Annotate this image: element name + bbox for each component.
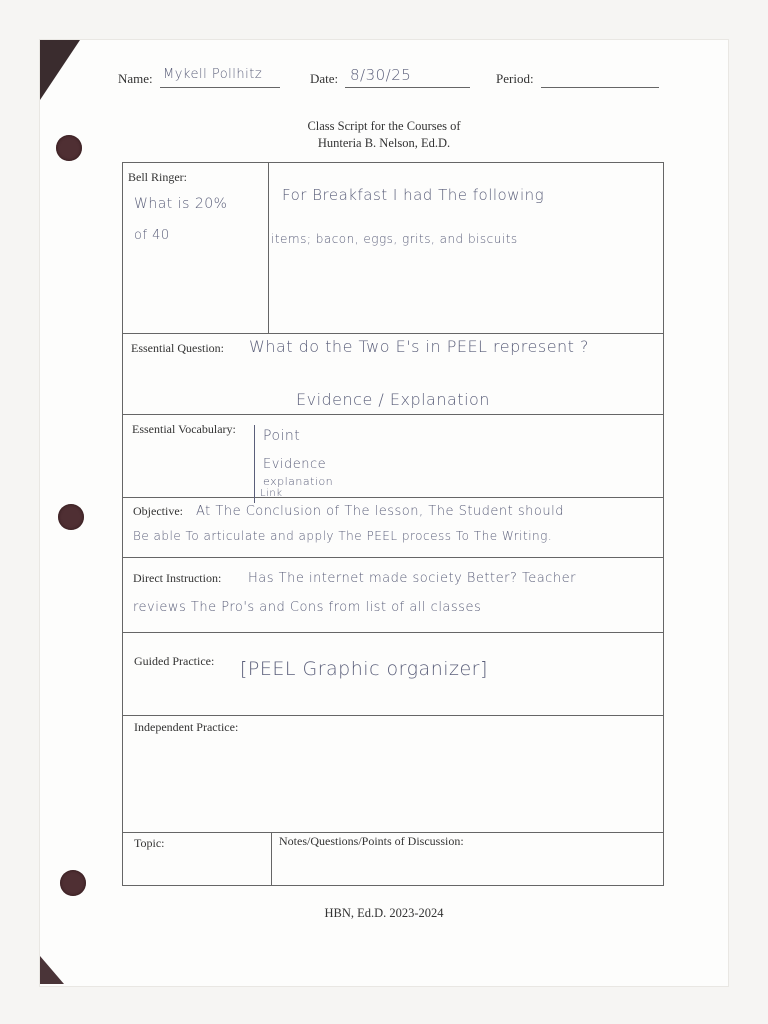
independent-practice-label: Independent Practice: [134,720,239,734]
essential-question-answer: Evidence / Explanation [296,390,490,409]
bell-ringer-answer-line-1: For Breakfast I had The following [282,186,545,204]
row-divider [123,414,663,415]
bottom-corner-shadow [40,956,64,984]
objective-line-1: At The Conclusion of The lesson, The Student should [196,504,564,519]
essential-question-text: What do the Two E's in PEEL represent ? [249,337,590,356]
bell-ringer-question-line-2: of 40 [134,228,170,243]
date-label: Date: [310,71,339,86]
binder-hole-middle [58,504,84,530]
direct-instruction-line-2: reviews The Pro's and Cons from list of all classes [133,600,482,615]
page-title [0,118,768,152]
topic-column-divider [271,832,272,885]
vocabulary-item: Point [263,428,301,444]
date-underline [345,87,470,88]
name-underline [160,87,280,88]
row-divider [123,557,663,558]
page-footer: HBN, Ed.D. 2023-2024 [324,906,444,920]
objective-line-2: Be able To articulate and apply The PEEL process To The Writing. [133,529,553,543]
direct-instruction-line-1: Has The internet made society Better? Teacher [248,571,576,586]
date-value: 8/30/25 [350,66,412,84]
direct-instruction-label: Direct Instruction: [133,571,222,585]
binder-hole-bottom [60,870,86,896]
row-divider [123,497,663,498]
bell-ringer-column-divider [268,163,269,333]
guided-practice-label: Guided Practice: [134,654,215,668]
title-line-2: Hunteria B. Nelson, Ed.D. [317,136,451,150]
guided-practice-value: [PEEL Graphic organizer] [240,658,488,680]
essential-question-label: Essential Question: [131,341,224,355]
notes-label: Notes/Questions/Points of Discussion: [279,834,464,848]
essential-vocabulary-label: Essential Vocabulary: [132,422,236,436]
row-divider [123,333,663,334]
vocabulary-item: Link [260,488,283,499]
topic-label: Topic: [134,836,165,850]
title-line-1: Class Script for the Courses of [307,119,461,133]
vocabulary-item: explanation [263,475,334,488]
bell-ringer-answer-line-2: items; bacon, eggs, grits, and biscuits [271,232,518,246]
row-divider [123,832,663,833]
period-underline [541,87,659,88]
bell-ringer-label: Bell Ringer: [128,170,187,184]
lesson-table [122,162,664,886]
objective-label: Objective: [133,504,183,518]
folded-corner [40,40,80,100]
vocabulary-item: Evidence [263,457,327,472]
row-divider [123,715,663,716]
bell-ringer-question-line-1: What is 20% [134,196,228,212]
row-divider [123,632,663,633]
period-label: Period: [496,71,534,86]
name-value: Mykell Pollhitz [163,67,263,82]
vocabulary-bracket [254,425,255,503]
name-label: Name: [118,71,153,86]
